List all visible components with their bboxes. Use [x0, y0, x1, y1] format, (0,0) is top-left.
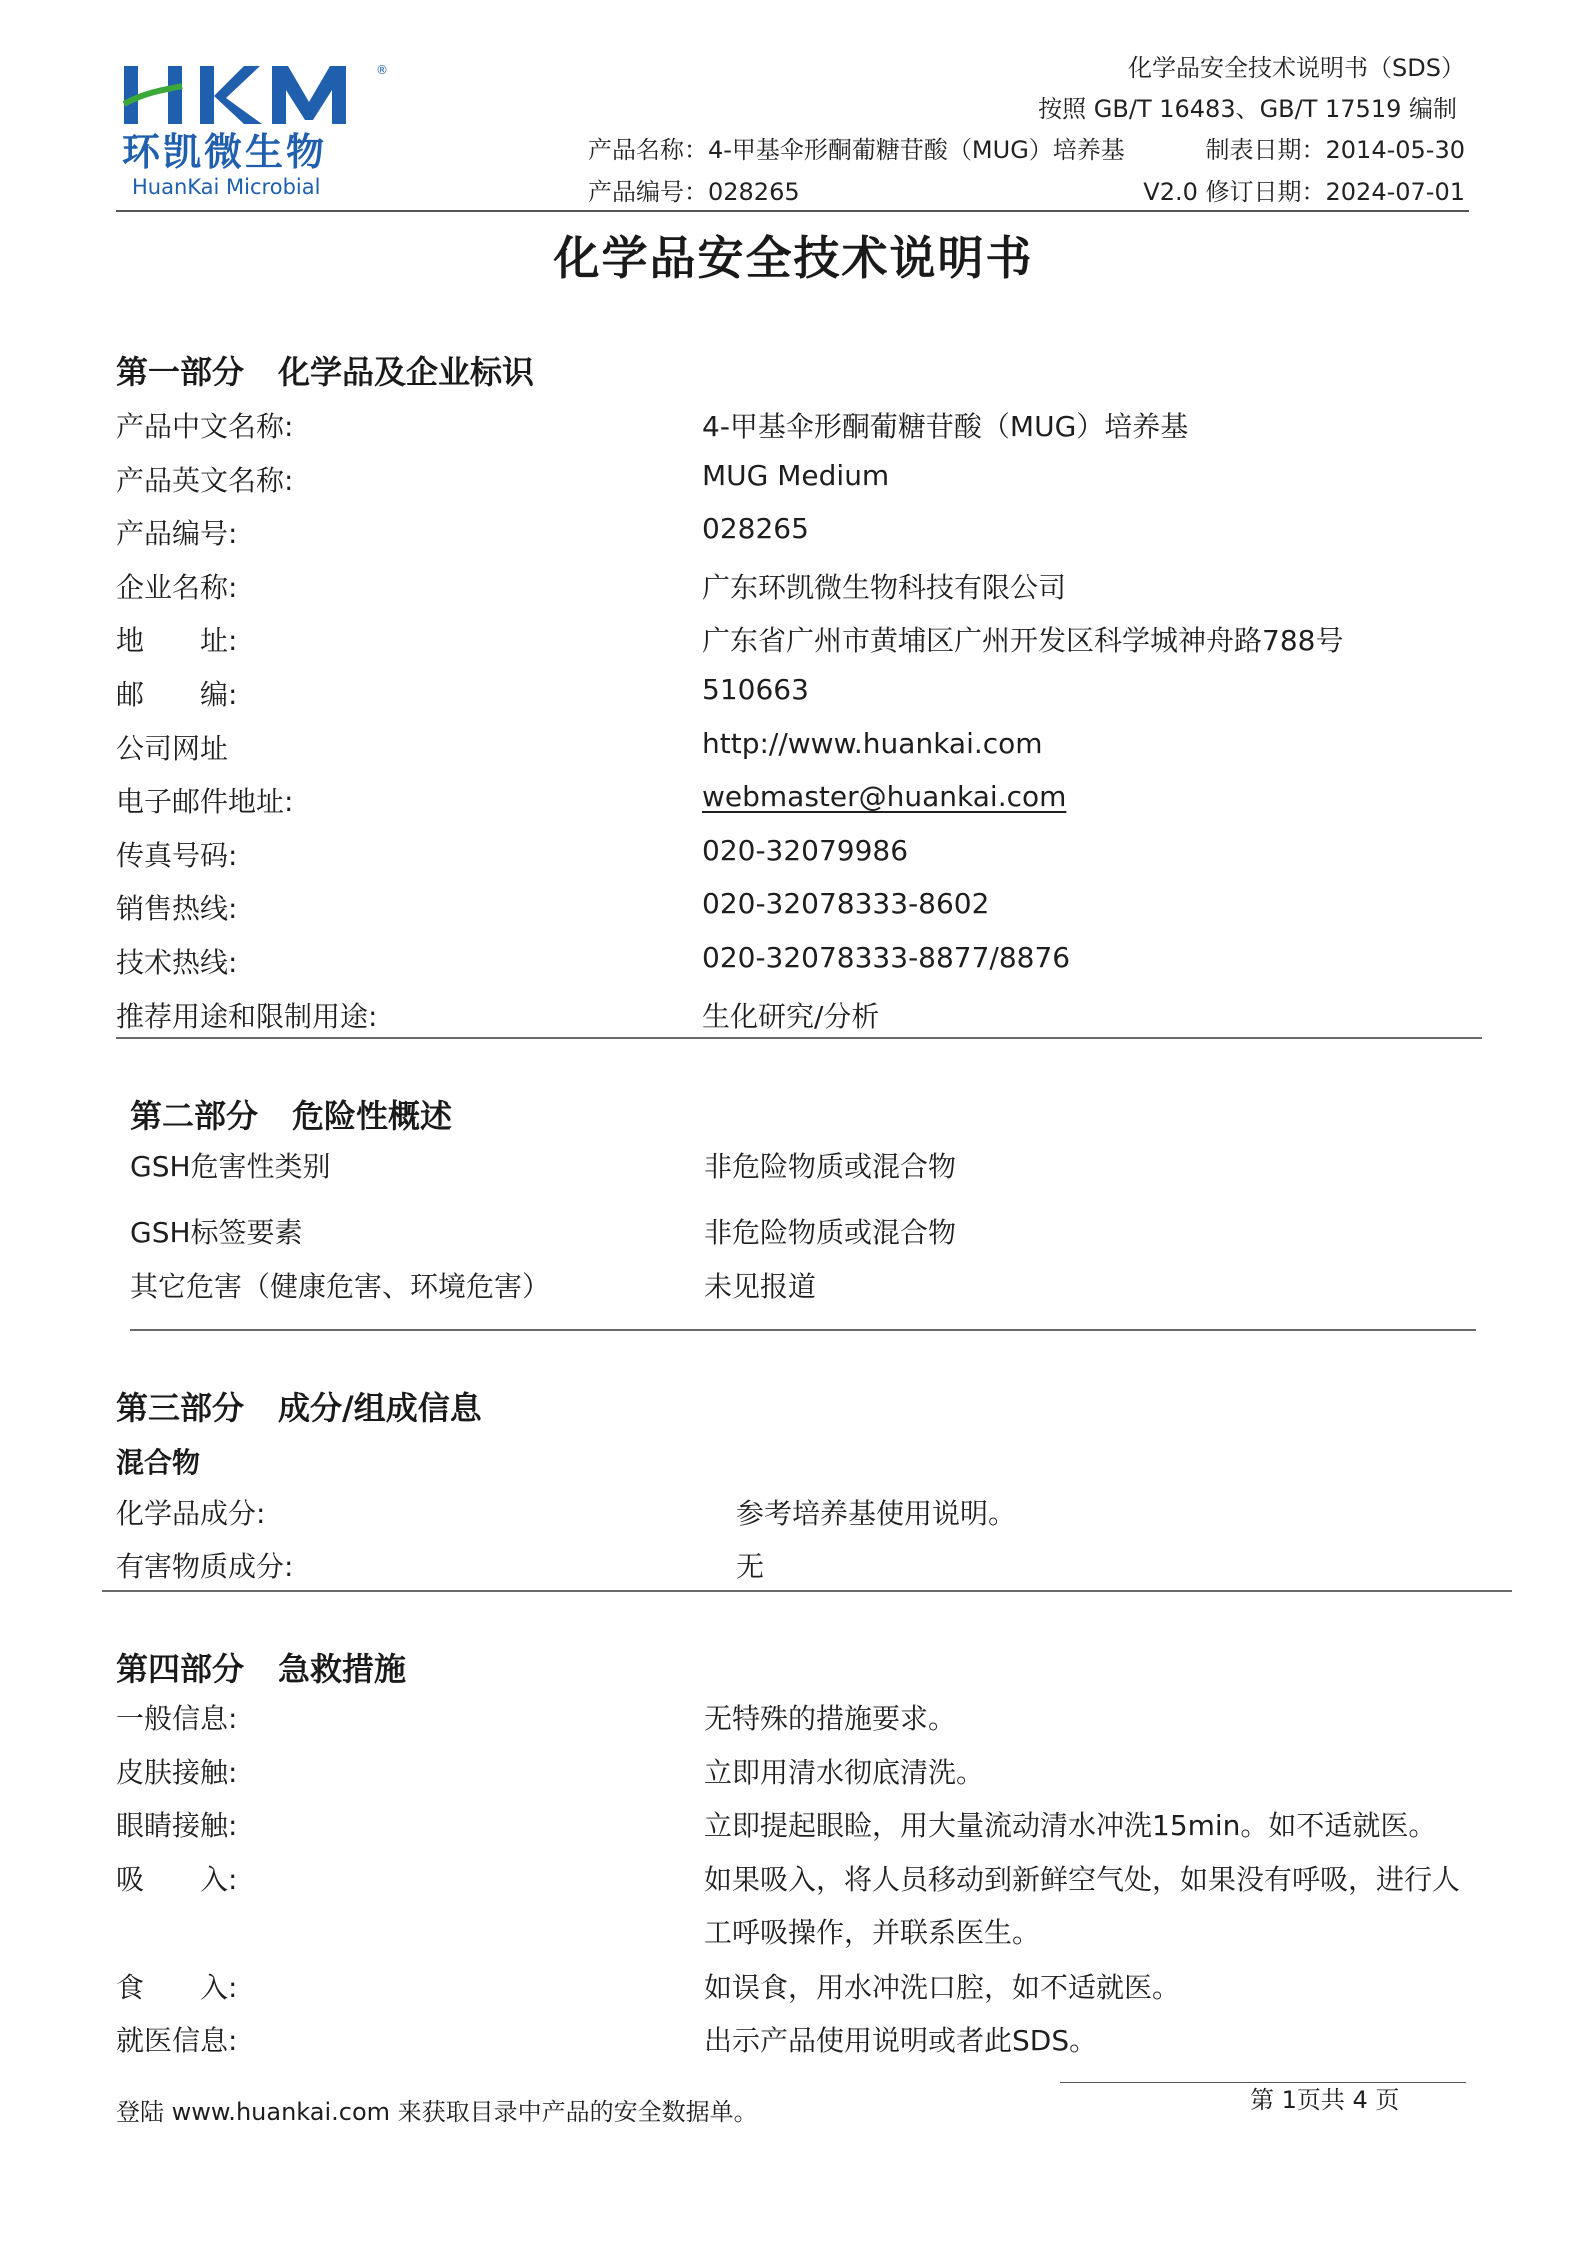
section4-label: 就医信息:	[116, 2024, 238, 2057]
section1-label: 邮 编:	[116, 678, 238, 711]
section4-value: 出示产品使用说明或者此SDS。	[704, 2024, 1098, 2057]
section4-label: 食 入:	[116, 1971, 238, 2004]
section1-value: 020-32078333-8877/8876	[702, 941, 1071, 974]
section4-label: 眼睛接触:	[116, 1809, 238, 1842]
section2-label: 其它危害（健康危害、环境危害）	[130, 1270, 551, 1303]
section1-label: 技术热线:	[116, 946, 238, 979]
section2-heading	[130, 1091, 452, 1137]
page-title: 化学品安全技术说明书	[553, 231, 1034, 285]
section4-value: 工呼吸操作，并联系医生。	[704, 1916, 1041, 1949]
section4-value: 无特殊的措施要求。	[704, 1702, 957, 1735]
section1-divider	[116, 1037, 1482, 1039]
section1-value: 510663	[702, 673, 809, 706]
page-number: 第 1页共 4 页	[1250, 2086, 1400, 2114]
section4-value: 立即提起眼睑，用大量流动清水冲洗15min。如不适就医。	[704, 1809, 1437, 1842]
section1-value: 028265	[702, 512, 809, 546]
section1-label: 销售热线:	[116, 892, 238, 926]
section1-value: 生化研究/分析	[702, 999, 880, 1033]
section3-number: 第三部分	[116, 1389, 245, 1427]
section2-label: GSH标签要素	[130, 1216, 303, 1249]
section1-value: 4-甲基伞形酮葡糖苷酸（MUG）培养基	[702, 410, 1189, 443]
section2-divider	[130, 1329, 1476, 1331]
header-standard: 按照 GB/T 16483、GB/T 17519 编制	[1038, 95, 1457, 123]
header-doc-type: 化学品安全技术说明书（SDS）	[1128, 54, 1465, 82]
section3-label: 有害物质成分:	[116, 1550, 294, 1583]
section2-number: 第二部分	[130, 1097, 259, 1135]
section1-label: 地 址:	[116, 624, 238, 658]
header-revision-date: V2.0 修订日期：2024-07-01	[1143, 178, 1465, 206]
section3-subtitle: 混合物	[116, 1446, 201, 1479]
section1-label: 电子邮件地址:	[116, 785, 294, 819]
company-logo	[120, 52, 400, 202]
section4-value: 如误食，用水冲洗口腔，如不适就医。	[704, 1971, 1181, 2004]
section1-value: 广东省广州市黄埔区广州开发区科学城神舟路788号	[702, 624, 1344, 658]
section3-title: 成分/组成信息	[278, 1389, 482, 1427]
section3-value: 无	[736, 1550, 765, 1583]
section1-heading	[116, 347, 534, 393]
footer-note: 登陆 www.huankai.com 来获取目录中产品的安全数据单。	[116, 2098, 758, 2126]
header-made-date: 制表日期：2014-05-30	[1205, 136, 1465, 164]
section4-number: 第四部分	[116, 1650, 245, 1688]
section2-title: 危险性概述	[292, 1097, 453, 1135]
email-link[interactable]: webmaster@huankai.com	[702, 780, 1067, 814]
website-link[interactable]: http://www.huankai.com	[702, 726, 1043, 760]
section2-value: 非危险物质或混合物	[704, 1150, 957, 1183]
logo-graphic	[120, 52, 400, 202]
section2-value: 未见报道	[704, 1270, 817, 1303]
registered-mark: ®	[376, 63, 388, 77]
header-divider	[116, 210, 1469, 212]
section1-label: 传真号码:	[116, 838, 238, 872]
section1-value: MUG Medium	[702, 458, 890, 492]
logo-en-text: HuanKai Microbial	[132, 175, 321, 199]
section3-value: 参考培养基使用说明。	[736, 1497, 1017, 1530]
section2-value: 非危险物质或混合物	[704, 1216, 957, 1249]
section1-label: 企业名称:	[116, 570, 238, 604]
section3-divider	[102, 1590, 1512, 1592]
section3-label: 化学品成分:	[116, 1497, 266, 1530]
section4-value: 立即用清水彻底清洗。	[704, 1756, 985, 1789]
section2-label: GSH危害性类别	[130, 1150, 331, 1183]
section4-label: 皮肤接触:	[116, 1756, 238, 1789]
section1-value: 广东环凯微生物科技有限公司	[702, 570, 1067, 604]
section1-value: 020-32078333-8602	[702, 887, 990, 921]
section1-label: 产品编号:	[116, 517, 238, 551]
section1-label: 公司网址	[116, 731, 229, 765]
header-product-name: 产品名称：4-甲基伞形酮葡糖苷酸（MUG）培养基	[588, 136, 1125, 164]
section1-number: 第一部分	[116, 353, 245, 391]
section1-label: 产品中文名称:	[116, 410, 294, 443]
logo-cn-text: 环凯微生物	[122, 130, 328, 174]
section4-title: 急救措施	[278, 1650, 407, 1688]
section1-label: 产品英文名称:	[116, 463, 294, 497]
section1-title: 化学品及企业标识	[278, 353, 535, 391]
section4-label: 一般信息:	[116, 1702, 238, 1735]
section4-heading	[116, 1644, 406, 1690]
section4-value: 如果吸入，将人员移动到新鲜空气处，如果没有呼吸，进行人	[704, 1863, 1461, 1896]
section1-label: 推荐用途和限制用途:	[116, 999, 378, 1033]
section4-label: 吸 入:	[116, 1863, 238, 1896]
section1-value: 020-32079986	[702, 833, 909, 867]
header-product-no: 产品编号：028265	[588, 178, 800, 206]
section3-heading	[116, 1383, 482, 1429]
